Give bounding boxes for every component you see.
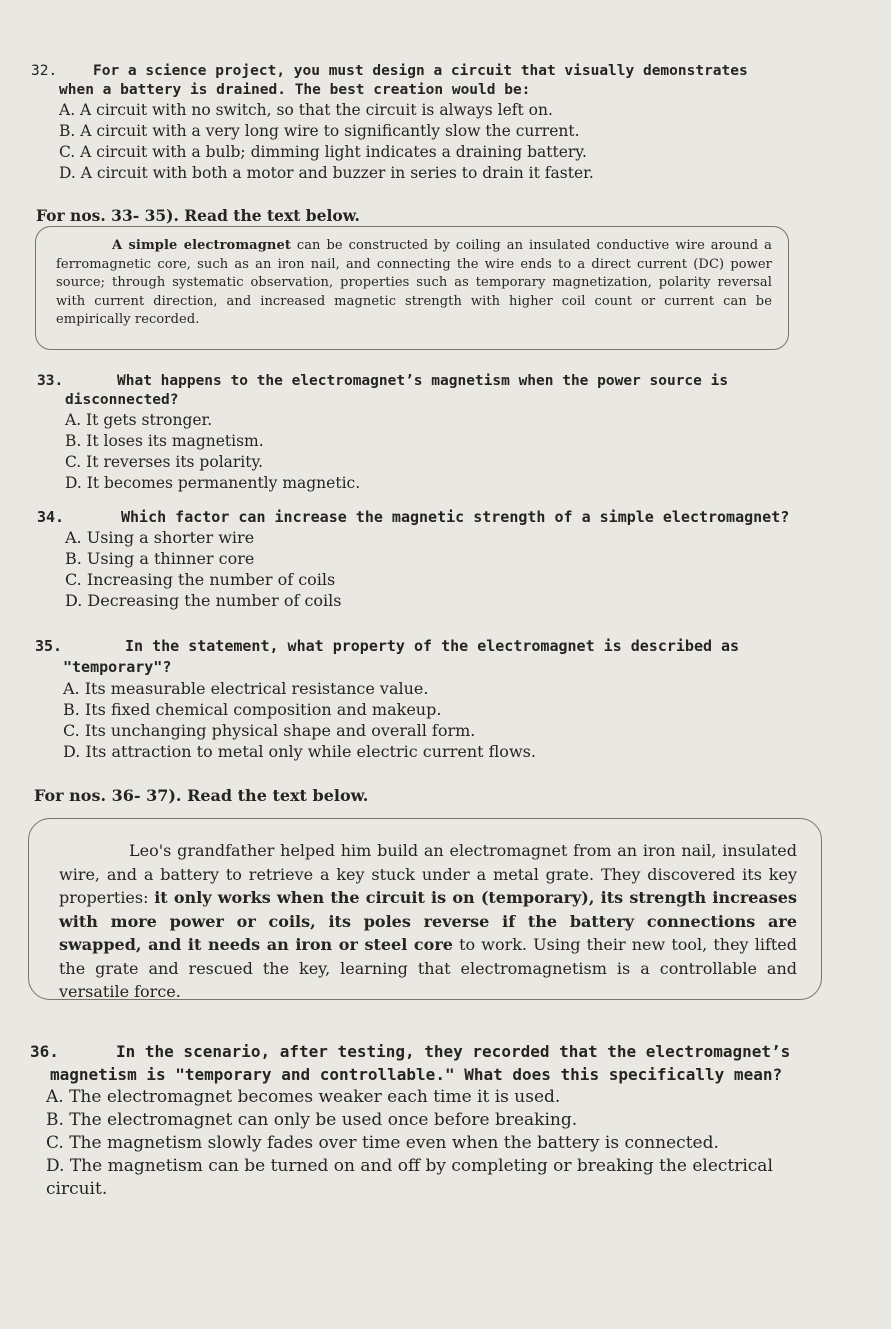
passage-text-1: A simple electromagnet can be constructed by coiling an insulated conductive wire around a ferromagnetic core, such as an iron nail, and connecting the wire ends to a direct current (DC) power source; through systematic observation, properties such as temporary magnetization, polarity reversal with current direction, and increased magnetic strength with higher coil count or current can be empirically recorded. [56,238,772,327]
option-d: D. A circuit with both a motor and buzzer in series to drain it faster. [59,164,594,182]
section-heading-36-37: For nos. 36- 37). Read the text below. [34,786,369,805]
option-c: C. Increasing the number of coils [65,570,336,589]
question-33 [37,372,837,494]
option-a: A. Using a shorter wire [65,528,255,547]
section-heading-33-35: For nos. 33- 35). Read the text below. [36,206,360,225]
question-33-stem: 33. What happens to the electromagnet’s magnetism when the power source is disconnected? [37,373,729,408]
option-a: A. It gets stronger. [65,411,213,429]
option-b: B. Its fixed chemical composition and makeup. [63,700,442,719]
option-c: C. It reverses its polarity. [65,453,264,471]
option-a: A. A circuit with no switch, so that the circuit is always left on. [59,101,553,119]
question-number: 36. [30,1042,59,1061]
question-36 [30,1040,860,1201]
option-d: D. It becomes permanently magnetic. [65,474,361,492]
passage-box-2 [28,818,822,1000]
passage-box-1 [35,226,789,350]
passage-text-2: Leo's grandfather helped him build an electromagnet from an iron nail, insulated wire, and a battery to retrieve a key stuck under a metal grate. They discovered its key properties: it only works when the circuit is on (temporary), its strength increases with more power or coils, its poles reverse if the battery connections are swapped, and it needs an iron or steel core to work. Using their new tool, they lifted the grate and rescued the key, learning that electromagnetism is a controllable and versatile force. [59,841,797,1001]
question-number: 34. [37,508,65,526]
question-36-stem: 36. In the scenario, after testing, they recorded that the electromagnet’s magnetism is "temporary and controllable." What does this specifically mean? [30,1042,791,1084]
question-32 [31,62,831,184]
question-35 [35,636,855,762]
option-b: B. A circuit with a very long wire to significantly slow the current. [59,122,580,140]
option-d: D. The magnetism can be turned on and off by completing or breaking the electrical circuit. [46,1156,773,1199]
option-d: D. Its attraction to metal only while electric current flows. [63,742,536,761]
question-34-stem: 34. Which factor can increase the magnetic strength of a simple electromagnet? [37,508,790,526]
option-b: B. The electromagnet can only be used once before breaking. [46,1110,578,1130]
question-number: 32. [31,63,58,79]
option-c: C. A circuit with a bulb; dimming light indicates a draining battery. [59,143,587,161]
question-32-stem: 32. For a science project, you must design a circuit that visually demonstrates when a battery is drained. The best creation would be: [31,63,748,98]
question-number: 35. [35,637,63,655]
option-c: C. Its unchanging physical shape and overall form. [63,721,476,740]
option-b: B. Using a thinner core [65,549,255,568]
option-d: D. Decreasing the number of coils [65,591,342,610]
question-34 [37,508,857,611]
option-a: A. Its measurable electrical resistance value. [63,679,429,698]
question-35-stem: 35. In the statement, what property of the electromagnet is described as "temporary"? [35,637,740,676]
question-number: 33. [37,373,64,389]
option-c: C. The magnetism slowly fades over time even when the battery is connected. [46,1133,719,1153]
option-a: A. The electromagnet becomes weaker each time it is used. [46,1087,561,1107]
option-b: B. It loses its magnetism. [65,432,264,450]
